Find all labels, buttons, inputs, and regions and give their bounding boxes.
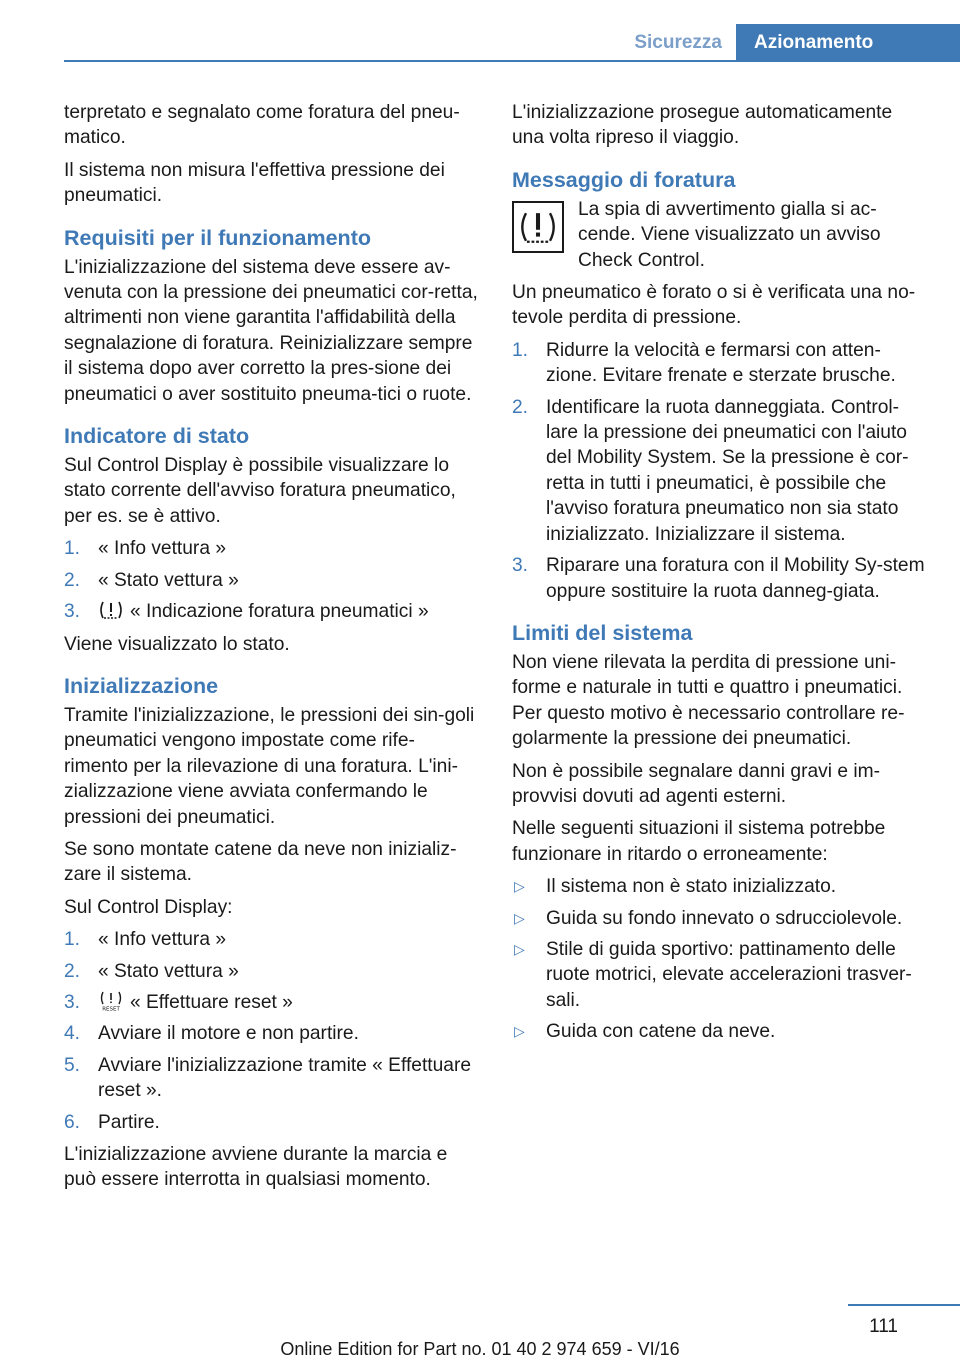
step-number: 1. — [64, 929, 81, 951]
step-number: 2. — [512, 396, 529, 418]
bullet-triangle-icon: ▷ — [514, 1023, 525, 1040]
list-item — [512, 1019, 926, 1044]
list-item — [64, 959, 478, 984]
list-item — [512, 395, 926, 547]
step-text: « Stato vettura » — [98, 569, 239, 591]
bullet-triangle-icon: ▷ — [514, 878, 525, 895]
step-text: « Info vettura » — [98, 929, 226, 951]
init-paragraph: Tramite l'inizializzazione, le pressioni dei sin‐goli pneumatici vengono impostate come rife‐rimento per la rilevazione di una foratura. L'ini‐zializzazione viene avviata confermando le pressioni dei pneumatici. — [64, 704, 475, 828]
item-text: Il sistema non è stato inizializzato. — [546, 876, 837, 898]
step-text: « Indicazione foratura pneumatici » — [130, 601, 429, 623]
intro-paragraph: Il sistema non misura l'effettiva pressione dei pneumatici. — [64, 159, 445, 207]
heading-status-indicator: Indicatore di stato — [64, 424, 250, 449]
list-item — [64, 536, 478, 561]
list-item — [512, 906, 926, 931]
step-text: Ridurre la velocità e fermarsi con atten‐zione. Evitare frenate e sterzate brusche. — [546, 339, 896, 387]
requirements-paragraph: L'inizializzazione del sistema deve essere av‐venuta con la pressione dei pneumatici cor‐retta, altrimenti non viene garantita l'affidabilità della segnalazione di foratura. Reinizializzare sempre il sistema dopo aver corretto la pres‐sione dei pneumatici o aver sostituito pneuma‐tici o ruote. — [64, 256, 478, 405]
step-text: Riparare una foratura con il Mobility Sy‐stem oppure sostituire la ruota danneg‐giata. — [546, 555, 925, 602]
heading-system-limits: Limiti del sistema — [512, 620, 693, 645]
item-text: Guida con catene da neve. — [546, 1021, 776, 1043]
list-item — [64, 568, 478, 593]
limits-paragraph: Non è possibile segnalare danni gravi e im‐provvisi dovuti ad agenti esterni. — [512, 760, 880, 807]
heading-puncture-message: Messaggio di foratura — [512, 167, 736, 192]
item-text: Stile di guida sportivo: pattinamento delle ruote motrici, elevate accelerazioni trasver‐sali. — [546, 938, 912, 1011]
list-item — [512, 874, 926, 899]
list-item — [64, 1110, 478, 1135]
init-paragraph: Sul Control Display: — [64, 896, 233, 918]
init-paragraph: Se sono montate catene da neve non inizializ‐zare il sistema. — [64, 838, 457, 886]
step-number: 4. — [64, 1023, 81, 1045]
svg-text:RESET: RESET — [102, 1006, 120, 1011]
header-chapter-tab: Azionamento — [736, 24, 960, 62]
step-text: Avviare l'inizializzazione tramite « Effettuare reset ». — [98, 1054, 472, 1102]
warning-text: La spia di avvertimento gialla si ac‐cende. Viene visualizzato un avviso Check Control. — [578, 198, 881, 271]
step-number: 3. — [512, 555, 529, 577]
item-text: Guida su fondo innevato o sdrucciolevole. — [546, 907, 903, 929]
bullet-triangle-icon: ▷ — [514, 909, 525, 926]
step-number: 3. — [64, 991, 81, 1013]
heading-requirements: Requisiti per il funzionamento — [64, 225, 371, 250]
limits-list — [512, 874, 926, 1044]
header-section-tab: Sicurezza — [634, 32, 722, 53]
step-number: 1. — [512, 339, 529, 361]
status-steps — [64, 536, 478, 624]
list-item — [64, 1053, 478, 1104]
step-number: 2. — [64, 569, 81, 591]
list-item — [64, 990, 478, 1015]
tire-pressure-warning-icon — [512, 201, 564, 253]
footer-rule — [848, 1304, 960, 1306]
limits-paragraph: Non viene rilevata la perdita di pressione uni‐forme e naturale in tutti e quattro i pneumatici. Per questo motivo è necessario controllare re‐golarmente la pressione dei pneumatici. — [512, 651, 905, 750]
left-column — [64, 100, 478, 1200]
list-item — [512, 937, 926, 1013]
puncture-paragraph: Un pneumatico è forato o si è verificata una no‐tevole perdita di pressione. — [512, 282, 916, 329]
right-column — [512, 100, 926, 1052]
step-text: « Effettuare reset » — [130, 991, 293, 1013]
step-number: 5. — [64, 1054, 81, 1076]
step-number: 2. — [64, 960, 81, 982]
list-item — [512, 553, 926, 604]
step-text: « Stato vettura » — [98, 960, 239, 982]
heading-initialization: Inizializzazione — [64, 673, 219, 698]
tire-reset-icon — [98, 991, 124, 1011]
intro-paragraph: terpretato e segnalato come foratura del pneu‐matico. — [64, 102, 460, 149]
list-item — [64, 1021, 478, 1046]
intro-paragraph: L'inizializzazione prosegue automaticamente una volta ripreso il viaggio. — [512, 102, 893, 149]
status-paragraph: Sul Control Display è possibile visualizzare lo stato corrente dell'avviso foratura pneumatico, per es. se è attivo. — [64, 455, 456, 527]
bullet-triangle-icon: ▷ — [514, 940, 525, 957]
init-steps — [64, 927, 478, 1135]
list-item — [64, 927, 478, 952]
list-item — [64, 599, 478, 624]
step-text: Identificare la ruota danneggiata. Control‐lare la pressione dei pneumatici con l'aiuto del Mobility System. Se la pressione è cor‐retta in tutti i pneumatici, è possibile che l'avviso foratura pneumatico non sia stato inizializzato. Inizializzare il sistema. — [546, 396, 909, 545]
warning-block — [512, 197, 926, 273]
step-text: Avviare il motore e non partire. — [98, 1023, 359, 1045]
step-text: Partire. — [98, 1111, 160, 1133]
step-number: 3. — [64, 601, 81, 623]
tire-pressure-warning-icon — [98, 600, 124, 620]
header-rule — [64, 60, 960, 62]
status-after: Viene visualizzato lo stato. — [64, 633, 290, 655]
step-number: 1. — [64, 538, 81, 560]
list-item — [512, 338, 926, 389]
init-after: L'inizializzazione avviene durante la marcia e può essere interrotta in qualsiasi momento. — [64, 1144, 448, 1191]
step-number: 6. — [64, 1111, 81, 1133]
puncture-steps — [512, 338, 926, 604]
edition-note: Online Edition for Part no. 01 40 2 974 659 - VI/16 — [280, 1339, 680, 1359]
limits-paragraph: Nelle seguenti situazioni il sistema potrebbe funzionare in ritardo o erroneamente: — [512, 818, 886, 865]
step-text: « Info vettura » — [98, 538, 226, 560]
page-number: 111 — [869, 1316, 898, 1337]
